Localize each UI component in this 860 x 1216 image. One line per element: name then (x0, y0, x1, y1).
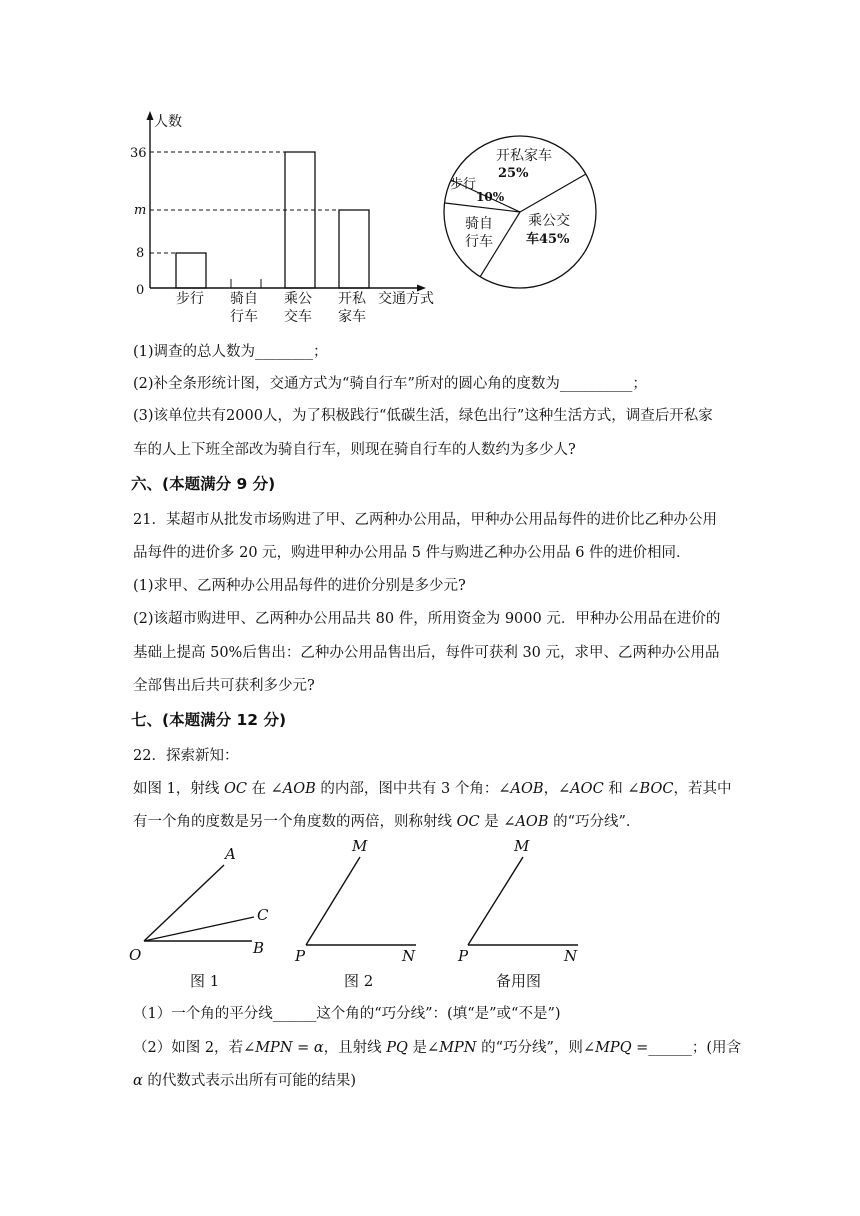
fig3-caption: 备用图 (496, 972, 542, 990)
fig1-point-a: A (225, 845, 236, 863)
bar-walk (176, 253, 206, 288)
pie-label-bike-1: 骑自 (465, 216, 493, 232)
q21-line2: 品每件的进价多 20 元，购进甲种办公用品 5 件与购进乙种办公用品 6 件的进价相同． (133, 545, 691, 561)
y-tick-label-8: 8 (136, 246, 145, 261)
text: 的代数式表示出所有可能的结果) (142, 1073, 357, 1089)
x-axis-label: 交通方式 (378, 291, 434, 307)
math-pq: PQ (386, 1040, 408, 1056)
figures-q22 (120, 835, 600, 995)
fig1-point-b: B (253, 939, 265, 957)
fig3-ray-pm (468, 857, 523, 945)
text: ______；(用含 (648, 1040, 742, 1056)
math-alpha: α (133, 1073, 143, 1089)
category-label-walk: 步行 (176, 291, 204, 307)
fig3-point-p: P (458, 947, 469, 965)
q22-part2-line2 (133, 1069, 356, 1090)
fig3-point-n: N (564, 947, 578, 965)
category-label-bus-2: 交车 (284, 309, 312, 325)
text: ， (543, 781, 559, 797)
text: （2）如图 2，若 (133, 1040, 244, 1056)
text: 和 (603, 781, 628, 797)
q21-part1: (1)求甲、乙两种办公用品每件的进价分别是多少元? (133, 578, 466, 594)
fig3-point-m: M (514, 837, 530, 855)
fig1-caption: 图 1 (190, 972, 220, 990)
q22-definition-line1 (133, 777, 731, 798)
fig2-point-p: P (295, 947, 306, 965)
q22-intro: 22．探索新知： (133, 748, 239, 764)
pie-label-car-2: 25% (498, 166, 529, 181)
math-angle-mpn: ∠MPN = α (243, 1040, 324, 1056)
bar-car (339, 210, 369, 288)
category-label-bus-1: 乘公 (284, 291, 312, 307)
math-oc: OC (223, 781, 247, 797)
q21-part2-line3: 全部售出后共可获利多少元? (133, 678, 315, 694)
text: 的“巧分线”． (548, 814, 641, 830)
math-angle-aob: ∠AOB (503, 814, 549, 830)
q20-part3-line1: (3)该单位共有2000人，为了积极践行“低碳生活，绿色出行”这种生活方式，调查后开私家 (133, 408, 713, 424)
pie-chart (440, 130, 610, 290)
category-label-car-1: 开私 (338, 291, 366, 307)
fig2-ray-pm (306, 857, 360, 945)
text: 有一个角的度数是另一个角度数的两倍，则称射线 (133, 814, 457, 830)
pie-label-car-1: 开私家车 (496, 148, 552, 164)
text: ，且射线 (323, 1040, 387, 1056)
pie-divider-4 (445, 203, 520, 212)
q22-definition-line2 (133, 810, 640, 831)
pie-divider-1 (520, 174, 586, 212)
q22-part2-line1 (133, 1036, 741, 1057)
math-angle-mpn: ∠MPN (427, 1040, 477, 1056)
text: 是 (407, 1040, 428, 1056)
y-tick-label-36: 36 (130, 146, 147, 161)
y-axis-label: 人数 (154, 114, 182, 130)
category-label-bike-1: 骑自 (230, 291, 258, 307)
origin-label: 0 (136, 283, 145, 298)
bar-chart (120, 105, 450, 330)
section-7-title: 七、(本题满分 12 分) (131, 711, 287, 729)
pie-label-bike-2: 行车 (465, 234, 493, 250)
section-6-title: 六、(本题满分 9 分) (131, 475, 276, 493)
q22-part1: （1）一个角的平分线______这个角的“巧分线”：(填“是”或“不是”) (133, 1006, 561, 1022)
fig2-caption: 图 2 (344, 972, 374, 990)
bar-bus (285, 152, 315, 288)
math-angle-boc: ∠BOC (627, 781, 674, 797)
math-oc: OC (456, 814, 480, 830)
q20-part1: (1)调查的总人数为________； (133, 344, 328, 360)
text: 的内部，图中共有 3 个角： (315, 781, 499, 797)
fig2-point-n: N (402, 947, 416, 965)
q20-part3-line2: 车的人上下班全部改为骑自行车，则现在骑自行车的人数约为多少人? (133, 442, 576, 458)
pie-label-walk-1: 步行 (450, 177, 477, 192)
math-angle-mpq: ∠MPQ = (582, 1040, 649, 1056)
fig1-point-o: O (129, 946, 142, 964)
y-tick-label-m: m (134, 203, 147, 218)
q21-part2-line1: (2)该超市购进甲、乙两种办公用品共 80 件，所用资金为 9000 元．甲种办公用品在进价的 (133, 611, 721, 627)
math-angle-aob: ∠AOB (498, 781, 544, 797)
math-angle-aob: ∠AOB (270, 781, 316, 797)
text: 如图 1，射线 (133, 781, 224, 797)
y-axis-arrow (147, 111, 154, 120)
math-angle-aoc: ∠AOC (558, 781, 604, 797)
fig1-ray-oc (144, 917, 254, 941)
fig1-ray-oa (144, 865, 224, 941)
fig1-point-c: C (257, 906, 269, 924)
text: 是 (479, 814, 504, 830)
pie-label-bus-2: 车45% (526, 232, 570, 247)
text: 的“巧分线”，则 (476, 1040, 583, 1056)
category-label-bike-2: 行车 (230, 309, 258, 325)
text: ，若其中 (673, 781, 732, 797)
q21-part2-line2: 基础上提高 50%后售出：乙种办公用品售出后，每件可获利 30 元，求甲、乙两种办公用品 (133, 645, 720, 661)
q20-part2: (2)补全条形统计图，交通方式为“骑自行车”所对的圆心角的度数为__________； (133, 376, 647, 392)
q21-line1: 21．某超市从批发市场购进了甲、乙两种办公用品，甲种办公用品每件的进价比乙种办公用 (133, 512, 717, 528)
text: 在 (246, 781, 271, 797)
pie-label-walk-2: 10% (476, 190, 505, 204)
pie-label-bus-1: 乘公交 (528, 213, 570, 229)
fig2-point-m: M (352, 837, 368, 855)
category-label-car-2: 家车 (338, 309, 366, 325)
